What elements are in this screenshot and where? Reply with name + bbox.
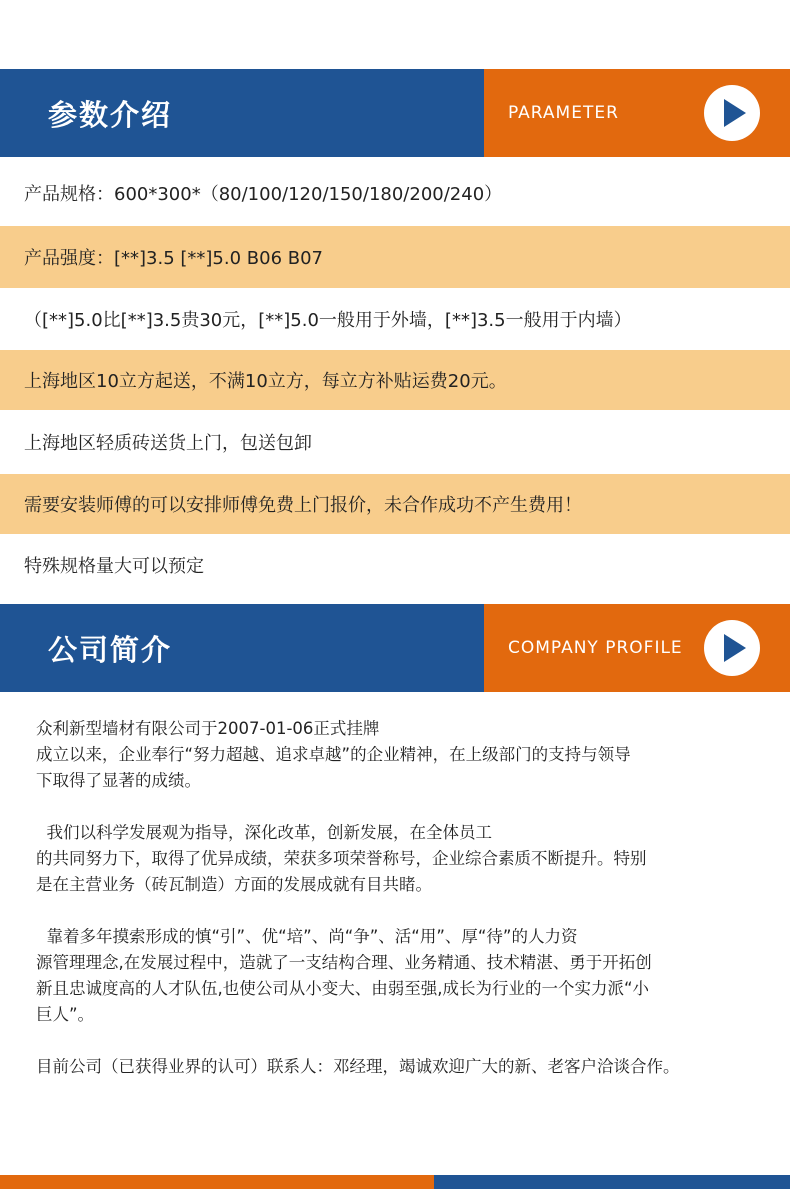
intro-paragraph: 众利新型墙材有限公司于2007-01-06正式挂牌 成立以来，企业奉行“努力超越、追求卓越”的企业精神，在上级部门的支持与领导 下取得了显著的成绩。 xyxy=(36,719,631,790)
company-subtitle: COMPANY PROFILE xyxy=(508,638,683,658)
intro-paragraph: 目前公司（已获得业界的认可）联系人：邓经理，竭诚欢迎广大的新、老客户洽谈合作。 xyxy=(36,1057,680,1076)
param-row: 上海地区10立方起送，不满10立方，每立方补贴运费20元。 xyxy=(0,350,790,410)
company-title: 公司简介 xyxy=(0,604,484,692)
bottom-bar-orange xyxy=(0,1175,434,1189)
intro-paragraph: 靠着多年摸索形成的慎“引”、优“培”、尚“争”、活“用”、厚“待”的人力资 源管理理念,在发展过程中，造就了一支结构合理、业务精通、技术精湛、勇于开拓创 新且忠诚度高的人才队伍,也使公司从小变大、由弱至强,成长为行业的一个实力派“小 巨人”。 xyxy=(36,927,652,1024)
company-subtitle-block xyxy=(484,604,790,692)
param-row: 特殊规格量大可以预定 xyxy=(24,556,204,577)
intro-paragraph: 我们以科学发展观为指导，深化改革，创新发展，在全体员工 的共同努力下，取得了优异成绩，荣获多项荣誉称号，企业综合素质不断提升。特别 是在主营业务（砖瓦制造）方面的发展成就有目共睹。 xyxy=(36,823,647,894)
parameter-subtitle-block xyxy=(484,69,790,157)
company-intro xyxy=(36,716,776,1106)
param-row: 需要安装师傅的可以安排师傅免费上门报价，未合作成功不产生费用！ xyxy=(0,474,790,534)
company-banner xyxy=(0,604,790,692)
play-icon[interactable] xyxy=(704,620,760,676)
bottom-bar xyxy=(0,1175,790,1189)
param-row: 产品规格：600*300*（80/100/120/150/180/200/240） xyxy=(24,184,503,205)
param-row: 产品强度：[**]3.5 [**]5.0 B06 B07 xyxy=(0,226,790,288)
param-row: （[**]5.0比[**]3.5贵30元，[**]5.0一般用于外墙，[**]3.5一般用于内墙） xyxy=(24,310,632,331)
play-icon[interactable] xyxy=(704,85,760,141)
param-row: 上海地区轻质砖送货上门，包送包卸 xyxy=(24,433,312,454)
bottom-bar-blue xyxy=(434,1175,790,1189)
parameter-subtitle: PARAMETER xyxy=(508,103,619,123)
parameter-title: 参数介绍 xyxy=(0,69,484,157)
parameter-banner xyxy=(0,69,790,157)
